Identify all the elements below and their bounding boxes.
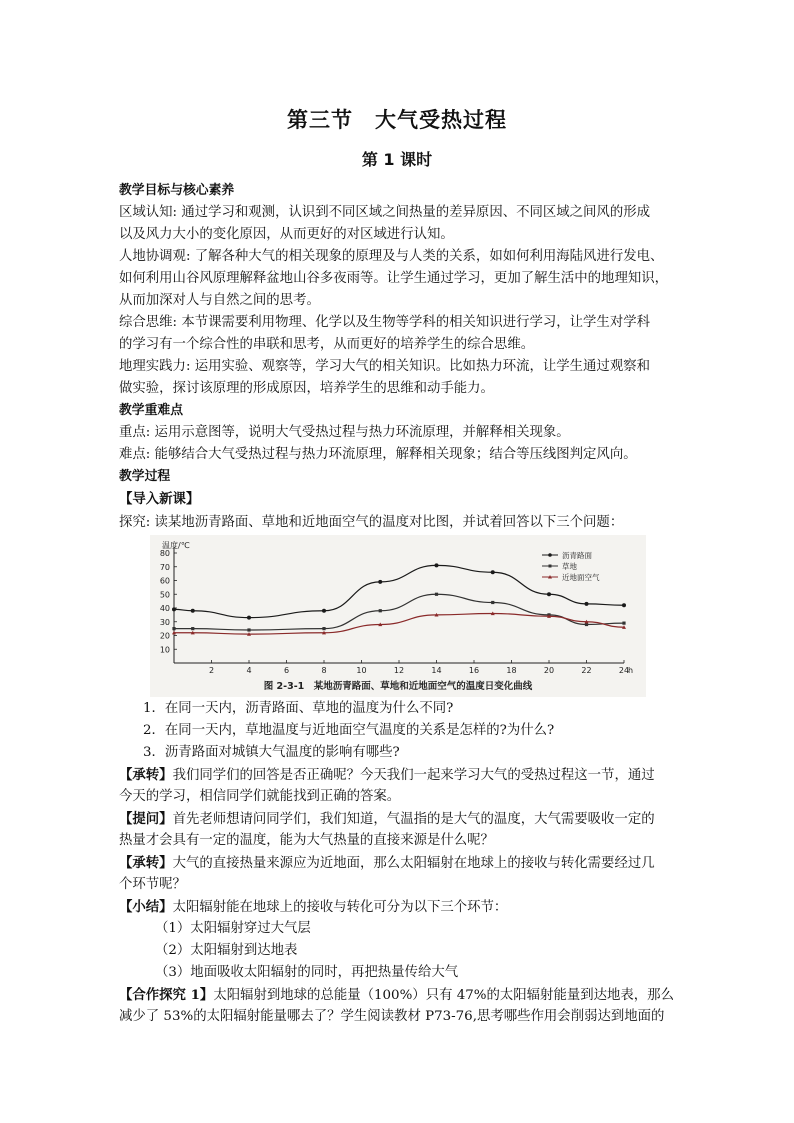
y-axis-label: 温度/℃ [162, 541, 190, 550]
step-2: （2）太阳辐射到达地表 [155, 943, 298, 958]
x-tick-label: 24 [618, 666, 630, 675]
key-point: 重点: 运用示意图等，说明大气受热过程与热力环流原理，并解释相关现象。 [119, 425, 570, 440]
coop-tag: 【合作探究 1】 [119, 987, 214, 1003]
data-point [585, 602, 589, 606]
data-point [247, 616, 251, 620]
transition-tag: 【承转】 [119, 767, 173, 783]
legend-marker [549, 565, 552, 568]
data-point [378, 580, 382, 584]
data-point [191, 609, 195, 613]
transition-2-text: 大气的直接热量来源应为近地面，那么太阳辐射在地球上的接收与转化需要经过几 [172, 856, 655, 871]
legend-marker [548, 553, 552, 557]
transition-1-line-1 [119, 765, 679, 786]
transition-2-line-1 [119, 853, 679, 874]
x-tick-label: 2 [208, 666, 215, 675]
data-point [585, 623, 588, 626]
x-tick-label: 12 [393, 666, 405, 675]
x-axis-label: h [628, 666, 634, 675]
question-2: 2．在同一天内，草地温度与近地面空气温度的关系是怎样的?为什么? [143, 723, 555, 738]
x-tick-label: 18 [506, 666, 517, 675]
summary-line [119, 897, 679, 918]
data-point [547, 592, 551, 596]
x-tick-label: 4 [246, 666, 252, 675]
lesson-number: 第 1 课时 [361, 150, 433, 169]
section-number: 第三节 [287, 108, 353, 132]
ask-tag: 【提问】 [119, 811, 173, 827]
goal-practice-1: 地理实践力: 运用实验、观察等，学习大气的相关知识。比如热力环流，让学生通过观察和 [119, 359, 650, 374]
y-tick-label: 10 [159, 645, 170, 655]
key-heading: 教学重难点 [119, 403, 183, 418]
data-point [491, 601, 494, 604]
ask-line-1 [119, 809, 679, 830]
transition-2-line-2: 个环节呢？ [119, 877, 186, 892]
temperature-chart [150, 535, 646, 697]
series-line [174, 614, 624, 635]
y-tick-label: 50 [159, 590, 170, 600]
y-tick-label: 30 [159, 617, 170, 627]
goal-regional-1: 区域认知: 通过学习和观测，认识到不同区域之间热量的差异原因、不同区域之间风的形成 [119, 205, 650, 220]
ask-line-2: 热量才会具有一定的温度，能为大气热量的直接来源是什么呢？ [119, 833, 494, 848]
process-heading: 教学过程 [119, 469, 171, 484]
coop-line-1 [119, 985, 679, 1006]
data-point [172, 627, 175, 630]
x-tick-label: 16 [468, 666, 480, 675]
difficult-point: 难点: 能够结合大气受热过程与热力环流原理，解释相关现象；结合等压线图判定风向。 [119, 447, 637, 462]
goals-heading: 教学目标与核心素养 [119, 183, 235, 198]
y-tick-label: 60 [159, 576, 170, 586]
y-tick-label: 40 [159, 604, 170, 613]
y-tick-label: 20 [159, 631, 170, 641]
section-title: 大气受热过程 [375, 108, 507, 132]
transition-1-line-2: 今天的学习，相信同学们就能找到正确的答案。 [119, 789, 401, 804]
series-line [174, 565, 624, 617]
goal-human-1: 人地协调观: 了解各种大气的相关现象的原理及与人类的关系，如如何利用海陆风进行发电、 [119, 249, 664, 264]
legend-label: 草地 [562, 562, 577, 571]
goal-human-3: 从而加深对人与自然之间的思考。 [119, 293, 320, 308]
goal-regional-2: 以及风力大小的变化原因，从而更好的对区域进行认知。 [119, 227, 454, 242]
coop-line-2: 减少了 53%的太阳辐射能量哪去了？学生阅读教材 P73-76,思考哪些作用会削弱达到地面的 [119, 1009, 665, 1024]
data-point [322, 609, 326, 613]
x-tick-label: 22 [581, 666, 592, 675]
data-point [191, 627, 194, 630]
legend-label: 沥青路面 [562, 551, 592, 560]
legend-label: 近地面空气 [562, 573, 600, 582]
data-point [379, 609, 382, 612]
data-point [322, 627, 325, 630]
x-tick-label: 14 [431, 666, 442, 675]
coop-text: 太阳辐射到地球的总能量（100%）只有 47%的太阳辐射能量到达地表，那么 [213, 988, 674, 1003]
data-point [491, 570, 495, 574]
summary-text: 太阳辐射能在地球上的接收与转化可分为以下三个环节： [172, 900, 508, 915]
summary-tag: 【小结】 [119, 899, 173, 915]
x-tick-label: 6 [283, 666, 290, 675]
data-point [622, 622, 625, 625]
question-1: 1．在同一天内，沥青路面、草地的温度为什么不同? [143, 701, 454, 716]
question-3: 3．沥青路面对城镇大气温度的影响有哪些? [143, 745, 400, 760]
y-tick-label: 70 [159, 562, 170, 572]
x-tick-label: 10 [356, 666, 367, 675]
y-tick-label: 80 [159, 549, 170, 558]
ask-text: 首先老师想请问同学们，我们知道，气温指的是大气的温度，大气需要吸收一定的 [172, 812, 655, 827]
step-1: （1）太阳辐射穿过大气层 [155, 921, 311, 936]
goal-synthesis-2: 的学习有一个综合性的串联和思考，从而更好的培养学生的综合思维。 [119, 337, 535, 352]
transition-1-text: 我们同学们的回答是否正确呢？今天我们一起来学习大气的受热过程这一节，通过 [172, 768, 655, 783]
x-tick-label: 20 [543, 666, 555, 675]
data-point [622, 603, 626, 607]
goal-practice-2: 做实验，探讨该原理的形成原因，培养学生的思维和动手能力。 [119, 381, 494, 396]
data-point [247, 628, 250, 631]
temperature-chart-svg [150, 535, 646, 697]
goal-human-2: 如何利用山谷风原理解释盆地山谷多夜雨等。让学生通过学习，更加了解生活中的地理知识， [119, 271, 669, 286]
step-3: （3）地面吸收太阳辐射的同时，再把热量传给大气 [155, 965, 459, 980]
x-tick-label: 8 [321, 666, 327, 675]
explore-text: 探究: 读某地沥青路面、草地和近地面空气的温度对比图，并试着回答以下三个问题： [119, 515, 624, 530]
data-point [435, 563, 439, 567]
intro-tag: 【导入新课】 [119, 491, 200, 507]
series-line [174, 594, 624, 630]
chart-caption: 图 2-3-1 某地沥青路面、草地和近地面空气的温度日变化曲线 [263, 681, 533, 692]
data-point [435, 593, 438, 596]
goal-synthesis-1: 综合思维: 本节课需要利用物理、化学以及生物等学科的相关知识进行学习，让学生对学科 [119, 315, 650, 330]
page-title [0, 104, 794, 134]
data-point [172, 607, 176, 611]
transition-tag: 【承转】 [119, 855, 173, 871]
